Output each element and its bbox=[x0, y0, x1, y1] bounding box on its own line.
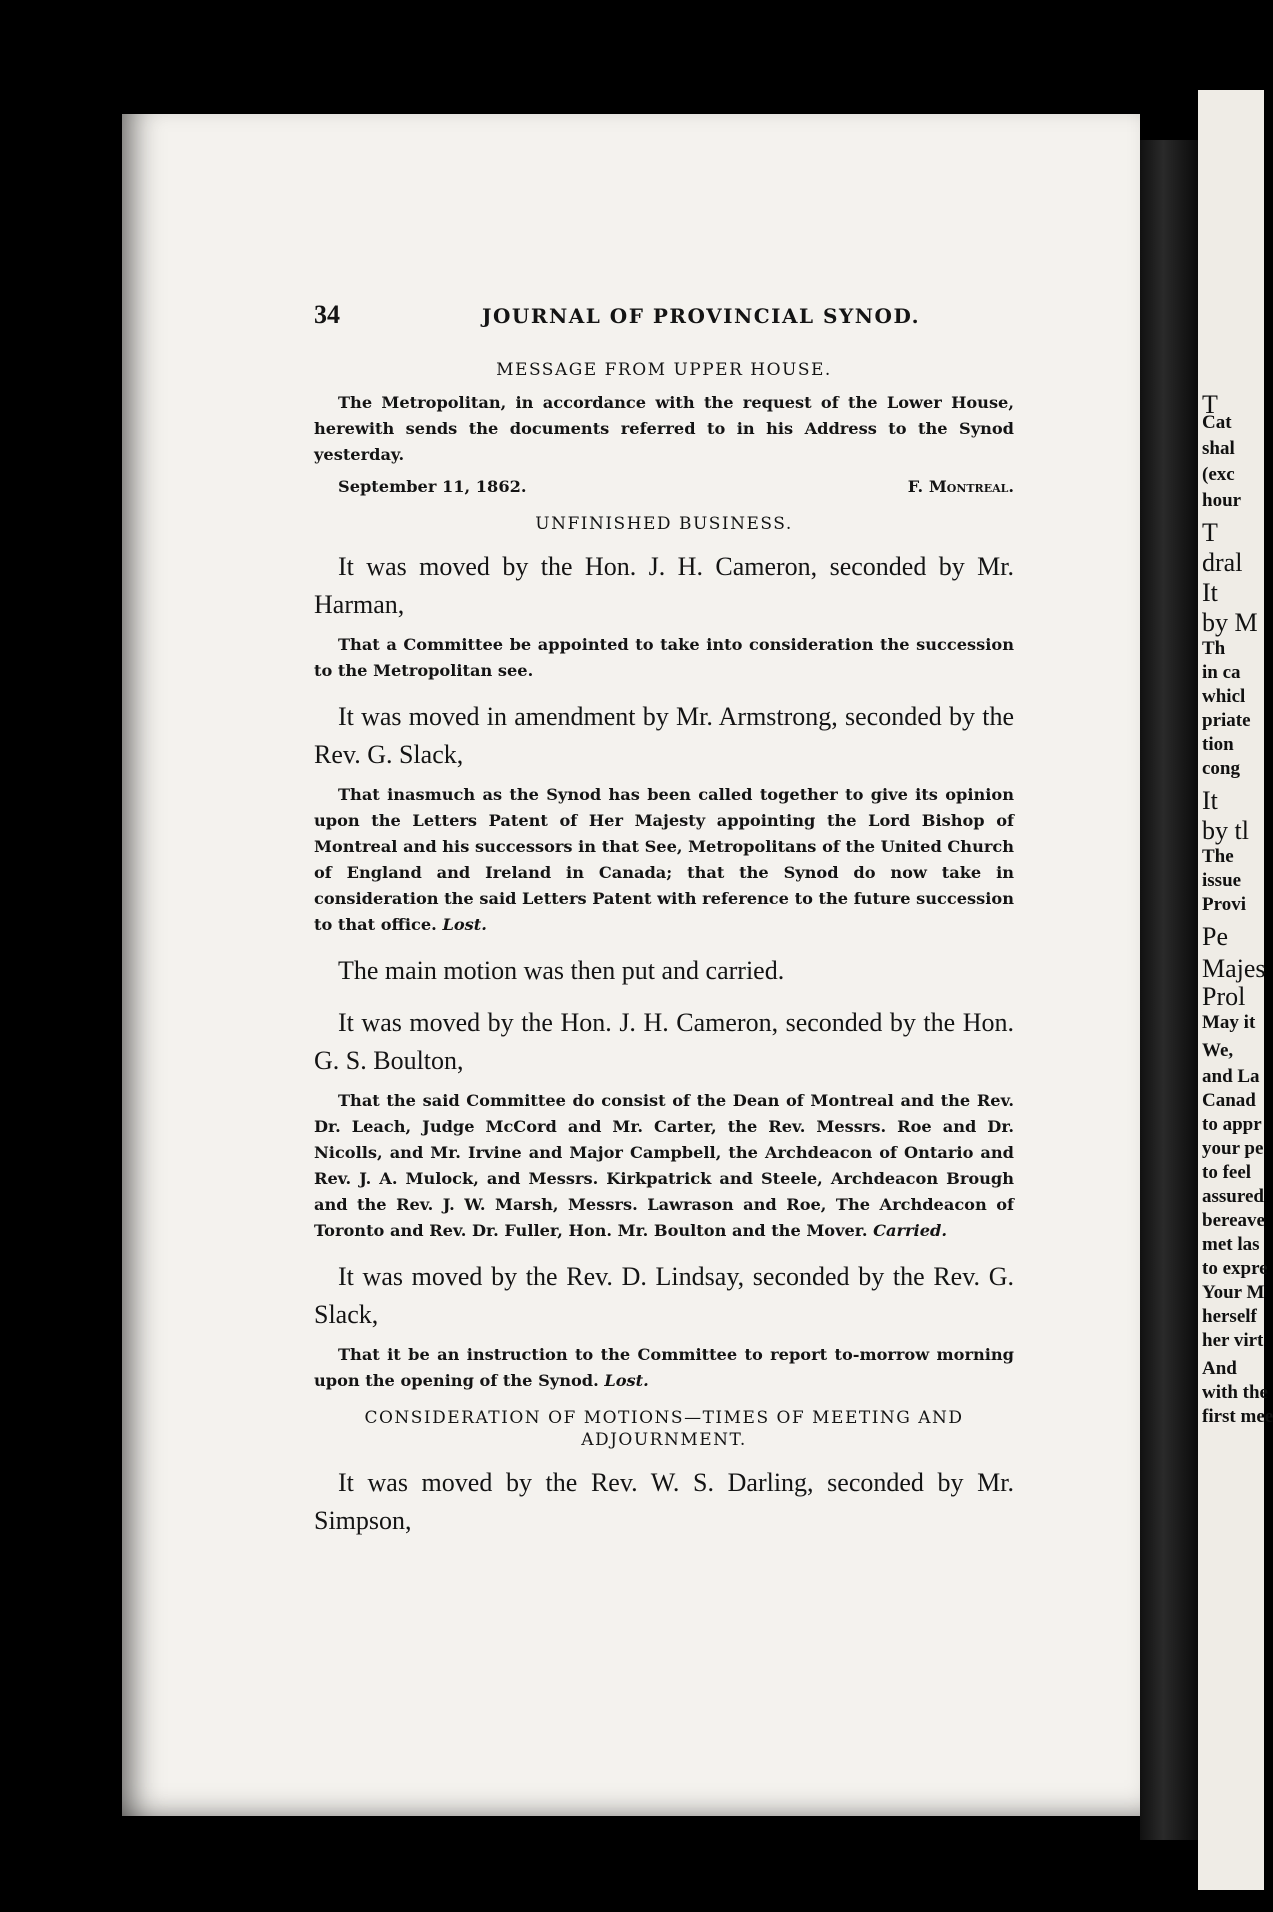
page-content bbox=[314, 300, 1014, 1548]
facing-page-fragment: priate bbox=[1202, 710, 1251, 731]
facing-page-fragment: hour bbox=[1202, 490, 1242, 511]
facing-page-fragment: to expre bbox=[1202, 1258, 1268, 1279]
facing-page-fragment: issue bbox=[1202, 870, 1242, 891]
section-heading-unfinished: UNFINISHED BUSINESS. bbox=[535, 514, 793, 534]
facing-page-fragment: The bbox=[1202, 846, 1234, 867]
facing-page-fragment: bereave bbox=[1202, 1210, 1265, 1231]
motion1-intro: It was moved by the Hon. J. H. Cameron, seconded by Mr. Harman, bbox=[314, 552, 1014, 619]
main-motion-carried: The main motion was then put and carried. bbox=[338, 956, 785, 985]
facing-page-fragment: tion bbox=[1202, 734, 1234, 755]
motion1-text: That a Committee be appointed to take into consideration the succession to the Metropolitan see. bbox=[314, 635, 1014, 680]
section-heading-consideration-2: ADJOURNMENT. bbox=[581, 1430, 747, 1450]
page-number: 34 bbox=[314, 300, 340, 329]
amendment-result: Lost. bbox=[442, 915, 487, 934]
section-heading-message: MESSAGE FROM UPPER HOUSE. bbox=[496, 360, 832, 380]
amendment-intro: It was moved in amendment by Mr. Armstrong, seconded by the Rev. G. Slack, bbox=[314, 702, 1014, 769]
motion2-paragraph bbox=[314, 1088, 1014, 1244]
motion3-intro: It was moved by the Rev. D. Lindsay, seconded by the Rev. G. Slack, bbox=[314, 1262, 1014, 1329]
section-heading-consideration-1: CONSIDERATION OF MOTIONS—TIMES OF MEETING AND bbox=[364, 1408, 964, 1428]
facing-page-fragment: to feel bbox=[1202, 1162, 1252, 1183]
facing-page-fragment: met las bbox=[1202, 1234, 1260, 1255]
facing-page-fragment: assured bbox=[1202, 1186, 1264, 1207]
running-title: JOURNAL OF PROVINCIAL SYNOD. bbox=[482, 304, 921, 328]
facing-page-edge bbox=[1198, 90, 1273, 1890]
facing-page-fragment: her virt bbox=[1202, 1330, 1264, 1351]
facing-page-fragment: shal bbox=[1202, 438, 1235, 459]
facing-page-fragment: Majes bbox=[1202, 954, 1266, 983]
facing-page-fragment: (exc bbox=[1202, 464, 1235, 485]
facing-page-fragment: Canad bbox=[1202, 1090, 1256, 1111]
motion2-text: That the said Committee do consist of the Dean of Montreal and the Rev. Dr. Leach, Judge McCord and Mr. Carter, the Rev. Messrs. Roe and Dr. Nicolls, and Mr. Irvine and Major Campbell, the Archdeacon of Ontario and Rev. J. A. Mulock, and Messrs. Kirkpatrick and Steele, Archdeacon Brough and the Rev. J. W. Marsh, Messrs. Lawrason and Roe, The Archdeacon of Toronto and Rev. Dr. Fuller, Hon. Mr. Boulton and the Mover. bbox=[314, 1091, 1014, 1240]
facing-page-fragment: Your M bbox=[1202, 1282, 1265, 1303]
message-body: The Metropolitan, in accordance with the request of the Lower House, herewith sends the documents referred to in his Address to the Synod yesterday. bbox=[314, 393, 1014, 464]
motion3-result: Lost. bbox=[604, 1371, 649, 1390]
amendment-text: That inasmuch as the Synod has been called together to give its opinion upon the Letters Patent of Her Majesty appointing the Lord Bishop of Montreal and his successors in that See, Metropolitans of the United Church of England and Ireland in Canada; that the Synod do now take in consideration the said Letters Patent with reference to the future succession to that office. bbox=[314, 785, 1014, 934]
facing-page-fragment: T bbox=[1202, 518, 1218, 547]
facing-page-fragment: by M bbox=[1202, 608, 1258, 637]
facing-page-fragment: And bbox=[1202, 1358, 1237, 1379]
amendment-paragraph bbox=[314, 782, 1014, 938]
facing-page-fragment: dral bbox=[1202, 548, 1243, 577]
facing-page-fragment: Th bbox=[1202, 638, 1226, 659]
facing-page-fragment: your pe bbox=[1202, 1138, 1264, 1159]
page-header bbox=[314, 300, 1014, 340]
facing-page-fragment: We, bbox=[1202, 1040, 1234, 1061]
motion3-text: That it be an instruction to the Committee to report to-morrow morning upon the opening of the Synod. bbox=[314, 1345, 1014, 1390]
facing-page-fragment: to appr bbox=[1202, 1114, 1262, 1135]
message-dateline bbox=[314, 474, 1014, 500]
facing-page-fragment: It bbox=[1202, 786, 1218, 815]
motion2-result: Carried. bbox=[873, 1221, 947, 1240]
facing-page-fragment: It bbox=[1202, 578, 1218, 607]
facing-page-fragment: by tl bbox=[1202, 816, 1249, 845]
facing-page-fragment: Cat bbox=[1202, 412, 1232, 433]
book-gutter bbox=[1140, 140, 1198, 1840]
facing-page-fragment: whicl bbox=[1202, 686, 1246, 707]
facing-page-fragment: first mee bbox=[1202, 1406, 1273, 1427]
facing-page-fragment: cong bbox=[1202, 758, 1240, 779]
motion3-paragraph bbox=[314, 1342, 1014, 1394]
facing-page-fragment: Pe bbox=[1202, 922, 1228, 951]
motion2-intro: It was moved by the Hon. J. H. Cameron, seconded by the Hon. G. S. Boulton, bbox=[314, 1008, 1014, 1075]
consideration-motion-intro: It was moved by the Rev. W. S. Darling, seconded by Mr. Simpson, bbox=[314, 1468, 1014, 1535]
facing-page-fragment: T bbox=[1202, 390, 1218, 419]
facing-page-fragment: herself bbox=[1202, 1306, 1257, 1327]
facing-page-fragment: and La bbox=[1202, 1066, 1260, 1087]
facing-page-fragment: with the bbox=[1202, 1382, 1268, 1403]
facing-page-fragment: in ca bbox=[1202, 662, 1241, 683]
message-signature: F. Montreal. bbox=[907, 477, 1014, 496]
message-date: September 11, 1862. bbox=[338, 477, 527, 496]
facing-page-fragment: Prol bbox=[1202, 982, 1246, 1011]
facing-page-fragment: Provi bbox=[1202, 894, 1246, 915]
facing-page-fragment: May it bbox=[1202, 1012, 1256, 1033]
